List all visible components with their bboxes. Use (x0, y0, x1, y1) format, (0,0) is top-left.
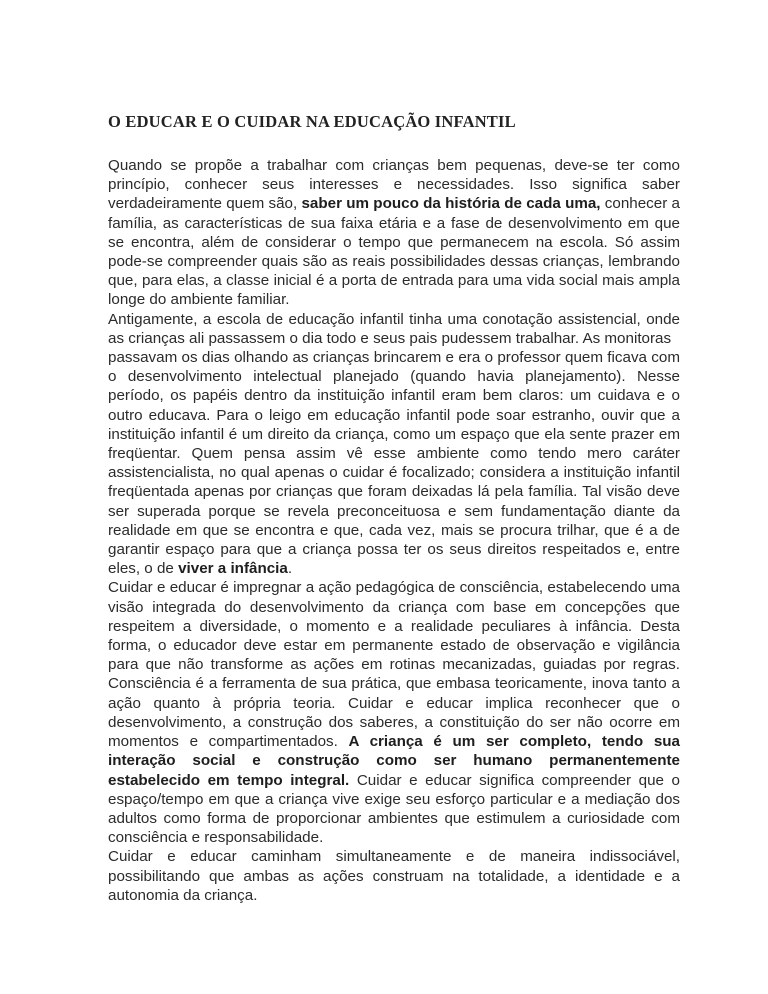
paragraph-3-text-a: Cuidar e educar é impregnar a ação pedagógica de consciência, estabelecendo uma visão integrada do desenvolvimento da criança com base em concepções que respeitem a diversidade, o momento e a realidade peculiares à infância. Desta forma, o educador deve estar em permanente estado de observação e vigilância para que não transforme as ações em rotinas mecanizadas, guiadas por regras. Consciência é a ferramenta de sua prática, que embasa teoricamente, inova tanto a ação quanto à própria teoria. Cuidar e educar implica reconhecer que o desenvolvimento, a construção dos saberes, a constituição do ser não ocorre em momentos e compartimentados. (108, 579, 680, 751)
paragraph-3-bold: A criança é um ser completo, tendo sua interação social e construção como ser humano permanentemente estabelecido em tempo integral. (108, 733, 680, 789)
paragraph-2b (108, 348, 680, 578)
paragraph-1 (108, 156, 680, 310)
paragraph-2b-text-a: passavam os dias olhando as crianças brincarem e era o professor quem ficava com o desenvolvimento intelectual planejado (quando havia planejamento). Nesse período, os papéis dentro da instituição infantil eram bem claros: um cuidava e o outro educava. Para o leigo em educação infantil pode soar estranho, ouvir que a instituição infantil é um direito da criança, como um espaço que ela sente prazer em freqüentar. Quem pensa assim vê esse ambiente como tendo mero caráter assistencialista, no qual apenas o cuidar é focalizado; considera a instituição infantil freqüentada apenas por crianças que foram deixadas lá pela família. Tal visão deve ser superada porque se revela preconceituosa e sem fundamentação diante da realidade em que se encontra e que, cada vez, mais se procura trilhar, que é a de garantir espaço para que a criança possa ter os seus direitos respeitados e, entre eles, o de (108, 349, 680, 578)
document-title: O EDUCAR E O CUIDAR NA EDUCAÇÃO INFANTIL (108, 112, 516, 131)
document-page (108, 112, 680, 905)
paragraph-2b-text-c: . (287, 560, 293, 578)
paragraph-2b-bold: viver a infância (178, 560, 288, 578)
paragraph-2a: Antigamente, a escola de educação infantil tinha uma conotação assistencial, onde as crianças ali passassem o dia todo e seus pais pudessem trabalhar. As monitoras (108, 310, 680, 347)
paragraph-3-text-c: Cuidar e educar significa compreender que o espaço/tempo em que a criança vive exige seu esforço particular e a mediação dos adultos como forma de proporcionar ambientes que estimulem a curiosidade com consciência e responsabilidade. (108, 771, 680, 847)
paragraph-1-text-a: Quando se propõe a trabalhar com crianças bem pequenas, deve-se ter como princípio, conhecer seus interesses e necessidades. Isso significa saber verdadeiramente quem são, (108, 157, 680, 213)
paragraph-1-bold: saber um pouco da história de cada uma, (301, 195, 601, 213)
paragraph-1-text-c: conhecer a família, as características de sua faixa etária e a fase de desenvolvimento em que se encontra, além de considerar o tempo que permanecem na escola. Só assim pode-se compreender quais são as reais possibilidades dessas crianças, lembrando que, para elas, a classe inicial é a porta de entrada para uma vida social mais ampla longe do ambiente familiar. (108, 195, 680, 309)
paragraph-4: Cuidar e educar caminham simultaneamente e de maneira indissociável, possibilitando que ambas as ações construam na totalidade, a identidade e a autonomia da criança. (108, 848, 680, 904)
paragraph-3 (108, 578, 680, 847)
